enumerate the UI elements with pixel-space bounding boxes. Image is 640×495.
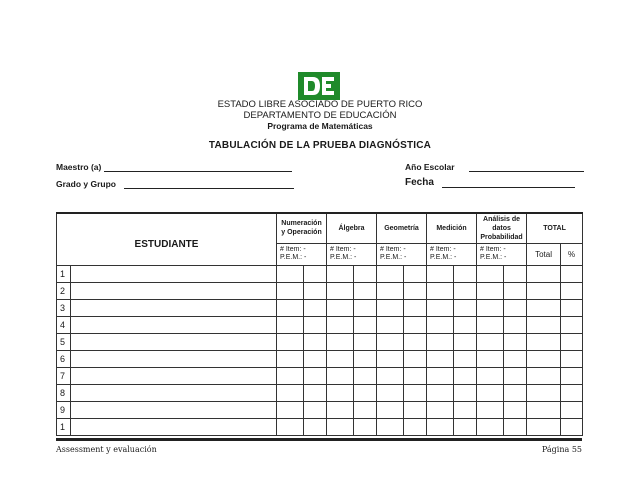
- footer-page-number: Página 55: [541, 445, 582, 454]
- score-cell[interactable]: [404, 333, 427, 350]
- score-cell[interactable]: [354, 384, 377, 401]
- score-cell[interactable]: [304, 282, 327, 299]
- student-name-cell[interactable]: [71, 350, 277, 367]
- grado-grupo-input-line[interactable]: [124, 180, 294, 189]
- score-cell[interactable]: [477, 401, 504, 418]
- pem-label: P.E.M.: -: [480, 254, 507, 261]
- score-cell[interactable]: [354, 316, 377, 333]
- score-cell[interactable]: [454, 418, 477, 435]
- score-cell[interactable]: [327, 367, 354, 384]
- score-cell[interactable]: [561, 418, 583, 435]
- student-row: [57, 299, 583, 316]
- student-name-cell[interactable]: [71, 299, 277, 316]
- score-cell[interactable]: [454, 299, 477, 316]
- row-number: 1: [57, 265, 71, 282]
- score-cell[interactable]: [277, 418, 304, 435]
- score-cell[interactable]: [477, 350, 504, 367]
- student-row: [57, 316, 583, 333]
- score-cell[interactable]: [504, 282, 527, 299]
- score-cell[interactable]: [327, 282, 354, 299]
- score-cell[interactable]: [454, 316, 477, 333]
- score-cell[interactable]: [527, 367, 561, 384]
- grado-grupo-field: [56, 179, 294, 189]
- row-number: 5: [57, 333, 71, 350]
- score-cell[interactable]: [304, 384, 327, 401]
- item-label: # Item: -: [380, 246, 406, 253]
- score-cell[interactable]: [377, 316, 404, 333]
- score-cell[interactable]: [454, 367, 477, 384]
- score-cell[interactable]: [477, 282, 504, 299]
- score-cell[interactable]: [427, 401, 454, 418]
- sub-item-pem: [427, 243, 477, 265]
- score-cell[interactable]: [327, 350, 354, 367]
- student-row: [57, 350, 583, 367]
- row-number: 9: [57, 401, 71, 418]
- score-cell[interactable]: [427, 265, 454, 282]
- score-cell[interactable]: [477, 384, 504, 401]
- score-cell[interactable]: [277, 384, 304, 401]
- score-cell[interactable]: [477, 265, 504, 282]
- item-label: # Item: -: [280, 246, 306, 253]
- score-cell[interactable]: [354, 333, 377, 350]
- score-cell[interactable]: [404, 401, 427, 418]
- score-cell[interactable]: [504, 367, 527, 384]
- score-cell[interactable]: [504, 350, 527, 367]
- score-cell[interactable]: [504, 384, 527, 401]
- row-number: 3: [57, 299, 71, 316]
- score-cell[interactable]: [304, 333, 327, 350]
- score-cell[interactable]: [277, 282, 304, 299]
- score-cell[interactable]: [527, 299, 561, 316]
- score-cell[interactable]: [327, 299, 354, 316]
- score-cell[interactable]: [427, 316, 454, 333]
- student-row: [57, 282, 583, 299]
- score-cell[interactable]: [304, 401, 327, 418]
- score-cell[interactable]: [354, 282, 377, 299]
- student-name-cell[interactable]: [71, 282, 277, 299]
- student-name-cell[interactable]: [71, 418, 277, 435]
- student-row: [57, 333, 583, 350]
- sub-item-pem: [477, 243, 527, 265]
- score-cell[interactable]: [304, 350, 327, 367]
- row-number: 2: [57, 282, 71, 299]
- row-number: 7: [57, 367, 71, 384]
- score-cell[interactable]: [561, 350, 583, 367]
- score-cell[interactable]: [404, 265, 427, 282]
- score-cell[interactable]: [454, 384, 477, 401]
- score-cell[interactable]: [354, 418, 377, 435]
- sub-item-pem: [377, 243, 427, 265]
- student-name-cell[interactable]: [71, 384, 277, 401]
- student-name-cell[interactable]: [71, 367, 277, 384]
- row-number: 6: [57, 350, 71, 367]
- pem-label: P.E.M.: -: [430, 254, 457, 261]
- score-cell[interactable]: [277, 350, 304, 367]
- item-label: # Item: -: [480, 246, 506, 253]
- score-cell[interactable]: [561, 401, 583, 418]
- score-cell[interactable]: [354, 265, 377, 282]
- score-cell[interactable]: [504, 265, 527, 282]
- score-cell[interactable]: [377, 265, 404, 282]
- score-cell[interactable]: [561, 316, 583, 333]
- score-cell[interactable]: [504, 299, 527, 316]
- score-cell[interactable]: [477, 316, 504, 333]
- score-cell[interactable]: [277, 299, 304, 316]
- category-medicion: Medición: [427, 213, 477, 243]
- score-cell[interactable]: [454, 333, 477, 350]
- score-cell[interactable]: [527, 418, 561, 435]
- score-cell[interactable]: [277, 333, 304, 350]
- student-name-cell[interactable]: [71, 401, 277, 418]
- score-cell[interactable]: [454, 282, 477, 299]
- score-cell[interactable]: [454, 401, 477, 418]
- score-cell[interactable]: [477, 299, 504, 316]
- score-cell[interactable]: [277, 316, 304, 333]
- score-cell[interactable]: [504, 401, 527, 418]
- student-name-cell[interactable]: [71, 333, 277, 350]
- score-cell[interactable]: [527, 350, 561, 367]
- score-cell[interactable]: [454, 350, 477, 367]
- score-cell[interactable]: [427, 282, 454, 299]
- score-cell[interactable]: [404, 350, 427, 367]
- maestro-label: Maestro (a): [56, 162, 102, 172]
- score-cell[interactable]: [427, 367, 454, 384]
- score-cell[interactable]: [561, 384, 583, 401]
- percent-subheader: %: [561, 243, 583, 265]
- student-header: ESTUDIANTE: [57, 213, 277, 265]
- score-cell[interactable]: [427, 299, 454, 316]
- score-cell[interactable]: [377, 418, 404, 435]
- score-cell[interactable]: [504, 316, 527, 333]
- pem-label: P.E.M.: -: [380, 254, 407, 261]
- score-cell[interactable]: [304, 265, 327, 282]
- category-geometria: Geometría: [377, 213, 427, 243]
- student-row: [57, 367, 583, 384]
- student-row: [57, 401, 583, 418]
- ano-escolar-input-line[interactable]: [469, 163, 584, 172]
- row-number: 4: [57, 316, 71, 333]
- category-numeracion: Numeración y Operación: [277, 213, 327, 243]
- score-cell[interactable]: [477, 333, 504, 350]
- student-name-cell[interactable]: [71, 265, 277, 282]
- score-cell[interactable]: [561, 299, 583, 316]
- maestro-input-line[interactable]: [104, 163, 292, 172]
- score-cell[interactable]: [404, 299, 427, 316]
- student-row: [57, 265, 583, 282]
- tabulation-table: [56, 212, 583, 436]
- score-cell[interactable]: [404, 367, 427, 384]
- score-cell[interactable]: [504, 418, 527, 435]
- score-cell[interactable]: [427, 418, 454, 435]
- row-number: 1: [57, 418, 71, 435]
- sub-item-pem: [327, 243, 377, 265]
- score-cell[interactable]: [377, 299, 404, 316]
- score-cell[interactable]: [527, 265, 561, 282]
- score-cell[interactable]: [561, 265, 583, 282]
- score-cell[interactable]: [377, 401, 404, 418]
- score-cell[interactable]: [454, 265, 477, 282]
- score-cell[interactable]: [304, 316, 327, 333]
- score-cell[interactable]: [561, 333, 583, 350]
- score-cell[interactable]: [561, 367, 583, 384]
- fecha-input-line[interactable]: [442, 179, 575, 188]
- fecha-label: Fecha: [405, 177, 434, 188]
- pem-label: P.E.M.: -: [280, 254, 307, 261]
- score-cell[interactable]: [404, 316, 427, 333]
- header-line-state: ESTADO LIBRE ASOCIADO DE PUERTO RICO: [217, 99, 423, 110]
- student-row: [57, 384, 583, 401]
- ano-escolar-label: Año Escolar: [405, 162, 455, 172]
- category-algebra: Álgebra: [327, 213, 377, 243]
- score-cell[interactable]: [527, 384, 561, 401]
- score-cell[interactable]: [404, 418, 427, 435]
- score-cell[interactable]: [404, 384, 427, 401]
- student-row: [57, 418, 583, 435]
- item-label: # Item: -: [430, 246, 456, 253]
- grado-grupo-label: Grado y Grupo: [56, 179, 116, 189]
- student-name-cell[interactable]: [71, 316, 277, 333]
- score-cell[interactable]: [377, 367, 404, 384]
- de-logo-icon: [298, 72, 340, 100]
- score-cell[interactable]: [327, 265, 354, 282]
- score-cell[interactable]: [354, 367, 377, 384]
- score-cell[interactable]: [354, 350, 377, 367]
- score-cell[interactable]: [327, 316, 354, 333]
- item-label: # Item: -: [330, 246, 356, 253]
- score-cell[interactable]: [304, 367, 327, 384]
- score-cell[interactable]: [327, 401, 354, 418]
- score-cell[interactable]: [427, 350, 454, 367]
- score-cell[interactable]: [377, 282, 404, 299]
- header-line-program: Programa de Matemáticas: [267, 121, 373, 131]
- score-cell[interactable]: [304, 418, 327, 435]
- score-cell[interactable]: [477, 367, 504, 384]
- score-cell[interactable]: [277, 401, 304, 418]
- score-cell[interactable]: [527, 401, 561, 418]
- pem-label: P.E.M.: -: [330, 254, 357, 261]
- score-cell[interactable]: [527, 316, 561, 333]
- score-cell[interactable]: [327, 384, 354, 401]
- score-cell[interactable]: [327, 418, 354, 435]
- score-cell[interactable]: [354, 401, 377, 418]
- ano-escolar-field: [405, 162, 584, 172]
- page-title: TABULACIÓN DE LA PRUEBA DIAGNÓSTICA: [208, 140, 432, 151]
- header-line-department: DEPARTAMENTO DE EDUCACIÓN: [243, 110, 397, 121]
- score-cell[interactable]: [404, 282, 427, 299]
- footer-rule: [56, 438, 582, 441]
- score-cell[interactable]: [527, 282, 561, 299]
- score-cell[interactable]: [377, 350, 404, 367]
- score-cell[interactable]: [377, 384, 404, 401]
- category-analisis-datos: Análisis de datos Probabilidad: [477, 213, 527, 243]
- total-subheader: Total: [527, 243, 561, 265]
- score-cell[interactable]: [327, 333, 354, 350]
- score-cell[interactable]: [277, 367, 304, 384]
- score-cell[interactable]: [304, 299, 327, 316]
- score-cell[interactable]: [527, 333, 561, 350]
- fecha-field: [405, 177, 575, 188]
- total-header: TOTAL: [527, 213, 583, 243]
- score-cell[interactable]: [377, 333, 404, 350]
- score-cell[interactable]: [354, 299, 377, 316]
- footer-left-text: Assessment y evaluación: [56, 445, 157, 454]
- score-cell[interactable]: [427, 384, 454, 401]
- score-cell[interactable]: [477, 418, 504, 435]
- score-cell[interactable]: [277, 265, 304, 282]
- maestro-field: [56, 162, 292, 172]
- row-number: 8: [57, 384, 71, 401]
- score-cell[interactable]: [561, 282, 583, 299]
- score-cell[interactable]: [427, 333, 454, 350]
- score-cell[interactable]: [504, 333, 527, 350]
- sub-item-pem: [277, 243, 327, 265]
